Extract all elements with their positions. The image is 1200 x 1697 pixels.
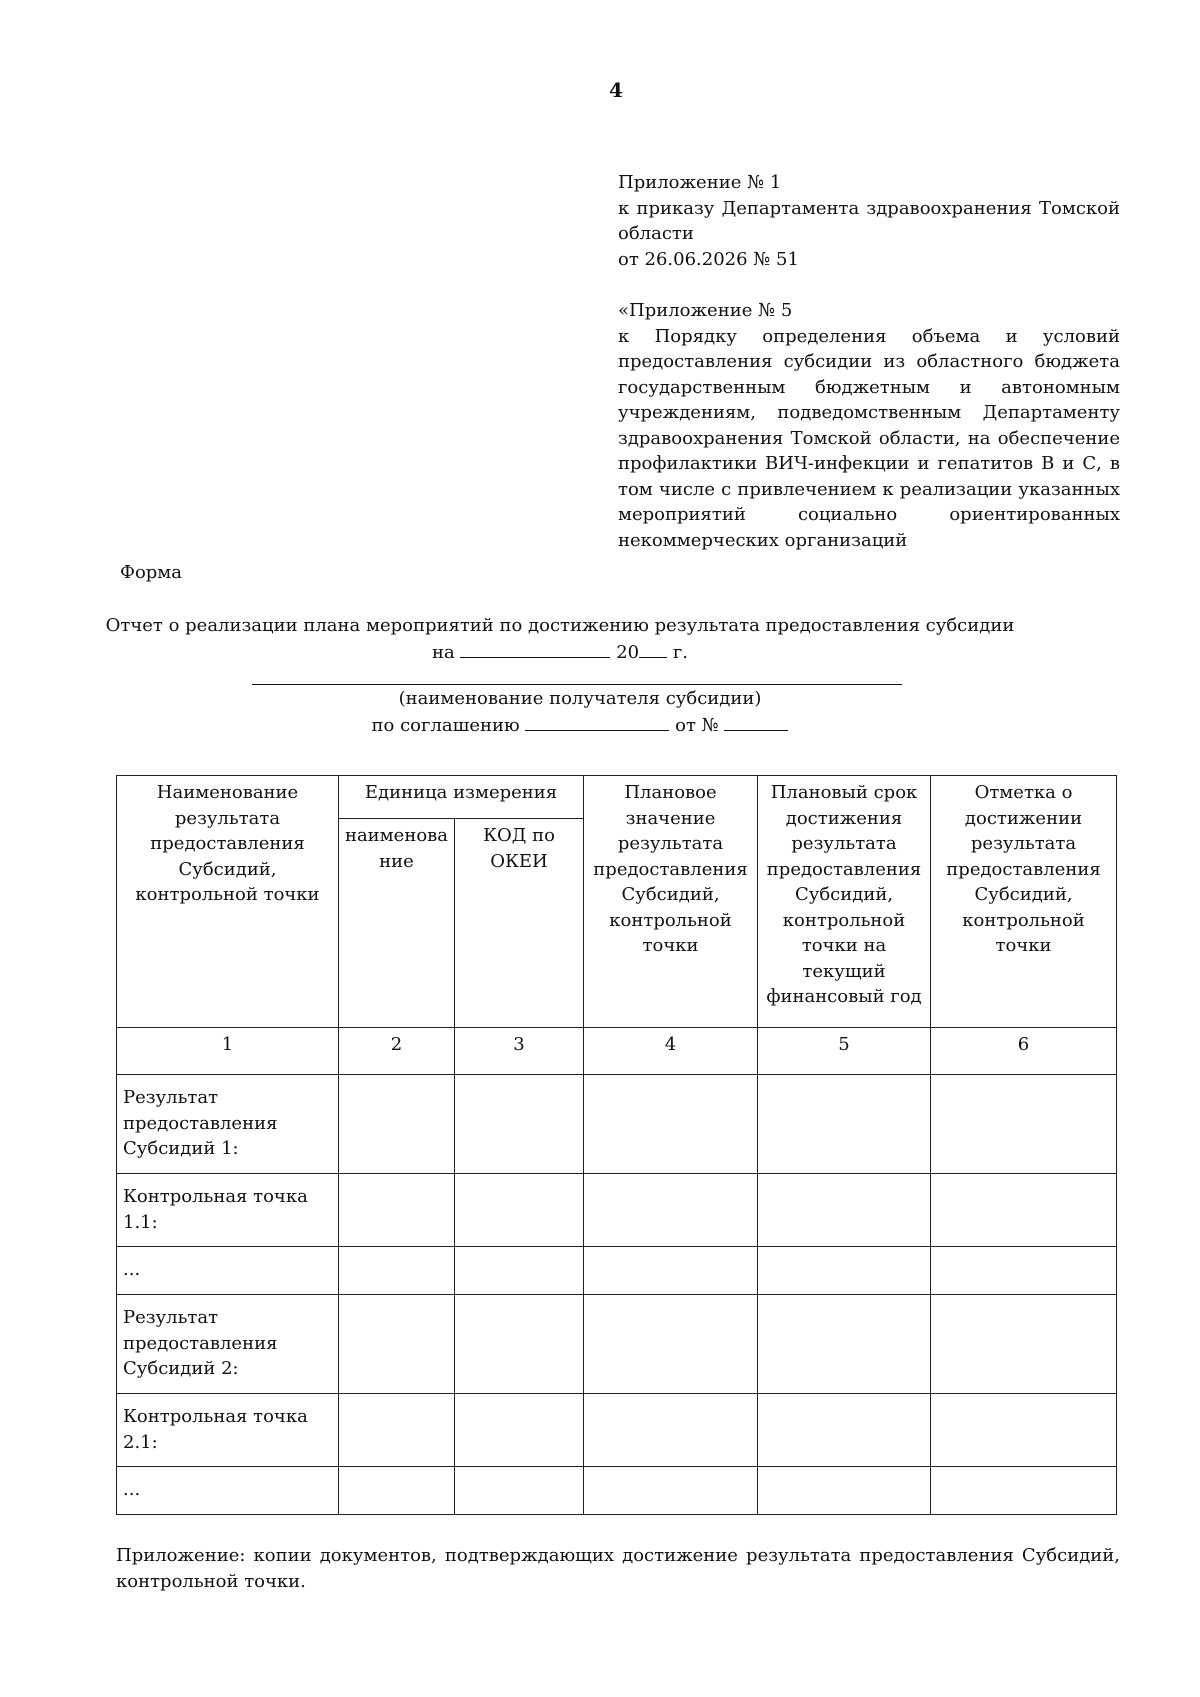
column-number: 5 (758, 1028, 931, 1075)
agreement-date-blank (724, 712, 788, 731)
recipient-name-line (252, 684, 902, 685)
annex1-line: Приложение № 1 (618, 172, 782, 193)
report-title-block (100, 613, 1020, 665)
column-number-row (117, 1028, 1117, 1075)
table-cell (931, 1394, 1117, 1467)
annex1-line: к приказу Департамента здравоохранения Томской (618, 197, 1120, 219)
row-label: ... (117, 1467, 339, 1515)
annex-block (618, 170, 1120, 553)
table-cell (455, 1075, 584, 1174)
table-row (117, 1075, 1117, 1174)
header-achievement-mark: Отметка о достижении результата предоставления Субсидий, контрольной точки (931, 776, 1117, 1028)
table-cell (758, 1174, 931, 1247)
table-cell (339, 1174, 455, 1247)
table-row (117, 1174, 1117, 1247)
table-cell (339, 1467, 455, 1515)
row-label: Результат предоставления Субсидий 1: (117, 1075, 339, 1174)
row-label: Контрольная точка 2.1: (117, 1394, 339, 1467)
year-prefix: 20 (616, 641, 640, 663)
table-cell (758, 1295, 931, 1394)
table-cell (455, 1295, 584, 1394)
table-cell (339, 1394, 455, 1467)
table-cell (584, 1467, 758, 1515)
table-cell (758, 1394, 931, 1467)
header-unit-group: Единица измерения (339, 776, 584, 819)
agreement-number-blank (525, 712, 669, 731)
column-number: 3 (455, 1028, 584, 1075)
table-cell (758, 1247, 931, 1295)
table-cell (455, 1394, 584, 1467)
date-blank (460, 639, 610, 658)
annex1-line: области (618, 223, 694, 244)
footnote: Приложение: копии документов, подтверждающих достижение результата предоставления Субсидий, контрольной точки. (116, 1545, 1120, 1592)
table-cell (931, 1174, 1117, 1247)
header-unit-name: наименова ние (339, 819, 455, 1028)
report-title: Отчет о реализации плана мероприятий по достижению результата предоставления субсидии (105, 615, 1015, 636)
column-number: 1 (117, 1028, 339, 1075)
table-row (117, 1295, 1117, 1394)
agreement-line (250, 712, 910, 739)
annex5-line: мероприятий социально ориентированных (618, 504, 1120, 525)
row-label: Результат предоставления Субсидий 2: (117, 1295, 339, 1394)
table-cell (758, 1075, 931, 1174)
header-result-name: Наименование результата предоставления Субсидий, контрольной точки (117, 776, 339, 1028)
table-cell (455, 1174, 584, 1247)
row-label: Контрольная точка 1.1: (117, 1174, 339, 1247)
row-label: ... (117, 1247, 339, 1295)
table-cell (339, 1075, 455, 1174)
table-cell (584, 1247, 758, 1295)
header-planned-term: Плановый срок достижения результата предоставления Субсидий, контрольной точки на текущий финансовый год (758, 776, 931, 1028)
annex5-line: здравоохранения Томской области, на обеспечение (618, 427, 1120, 449)
annex5-line: учреждениям, подведомственным Департаменту (618, 402, 1120, 423)
report-date-line (100, 639, 1020, 666)
table-row (117, 1467, 1117, 1515)
table-cell (455, 1247, 584, 1295)
annex5-line: к Порядку определения объема и условий (618, 325, 1120, 347)
header-row (117, 776, 1117, 819)
table-cell (931, 1247, 1117, 1295)
table-cell (339, 1295, 455, 1394)
column-number: 2 (339, 1028, 455, 1075)
annex5-line: «Приложение № 5 (618, 300, 793, 321)
recipient-block (250, 686, 910, 738)
report-table (116, 775, 1117, 1515)
annex5-line: некоммерческих организаций (618, 529, 908, 551)
year-suffix: г. (672, 641, 688, 663)
year-blank (639, 639, 667, 658)
table-row (117, 1247, 1117, 1295)
table-cell (455, 1467, 584, 1515)
table-cell (931, 1295, 1117, 1394)
agreement-prefix: по соглашению (371, 714, 520, 736)
agreement-from: от № (675, 714, 719, 736)
header-planned-value: Плановое значение результата предоставления Субсидий, контрольной точки (584, 776, 758, 1028)
date-prefix: на (432, 641, 455, 663)
recipient-caption: (наименование получателя субсидии) (398, 688, 762, 709)
column-number: 4 (584, 1028, 758, 1075)
column-number: 6 (931, 1028, 1117, 1075)
annex5-line: государственным бюджетным и автономным (618, 376, 1120, 398)
annex1-line: от 26.06.2026 № 51 (618, 248, 799, 270)
table-cell (931, 1075, 1117, 1174)
table-cell (584, 1174, 758, 1247)
table-cell (931, 1467, 1117, 1515)
table-cell (584, 1394, 758, 1467)
annex5-line: предоставления субсидии из областного бюджета (618, 351, 1120, 372)
header-okei-code: КОД по ОКЕИ (455, 819, 584, 1028)
page-number: 4 (609, 78, 623, 102)
table-row (117, 1394, 1117, 1467)
annex5-line: том числе с привлечением к реализации указанных (618, 478, 1120, 500)
form-label: Форма (120, 562, 183, 583)
annex5-line: профилактики ВИЧ-инфекции и гепатитов В и С, в (618, 453, 1120, 474)
table-cell (758, 1467, 931, 1515)
table-cell (584, 1295, 758, 1394)
table-cell (584, 1075, 758, 1174)
table-cell (339, 1247, 455, 1295)
